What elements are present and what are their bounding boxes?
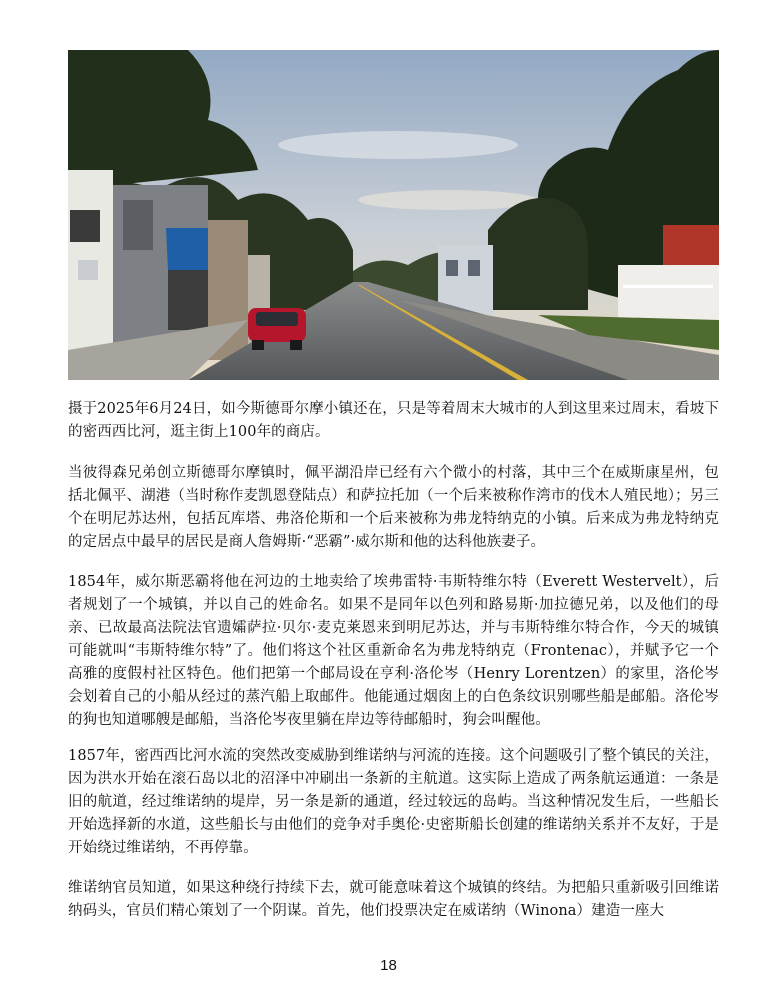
paragraph-founding: 当彼得森兄弟创立斯德哥尔摩镇时，佩平湖沿岸已经有六个微小的村落，其中三个在威斯康星州，包括北佩平、湖港（当时称作麦凯恩登陆点）和萨拉托加（一个后来被称作湾市的伐木人殖民地）；另三个在明尼苏达州，包括瓦库塔、弗洛伦斯和一个后来被称为弗龙特纳克的小镇。后来成为弗龙特纳克的定居点中最早的居民是商人詹姆斯·“恶霸”·威尔斯和他的达科他族妻子。 (68, 465, 719, 550)
paragraph-winona-plan: 维诺纳官员知道，如果这种绕行持续下去，就可能意味着这个城镇的终结。为把船只重新吸引回维诺纳码头，官员们精心策划了一个阴谋。首先，他们投票决定在威诺纳（Winona）建造一座大 (68, 880, 719, 919)
paragraph-river-change: 1857年，密西西比河水流的突然改变威胁到维诺纳与河流的连接。这个问题吸引了整个镇民的关注，因为洪水开始在滚石岛以北的沼泽中冲刷出一条新的主航道。这实际上造成了两条航运通道：一条是旧的航道，经过维诺纳的堤岸，另一条是新的通道，经过较远的岛屿。当这种情况发生后，一些船长开始选择新的水道，这些船长与由他们的竞争对手奥伦·史密斯船长创建的维诺纳关系并不友好，于是开始绕过维诺纳，不再停靠。 (68, 748, 719, 856)
photo-caption: 摄于2025年6月24日，如今斯德哥尔摩小镇还在，只是等着周末大城市的人到这里来过周末，看坡下的密西西比河，逛主街上100年的商店。 (68, 401, 719, 440)
paragraph-frontenac: 1854年，威尔斯恶霸将他在河边的土地卖给了埃弗雷特·韦斯特维尔特（Everett Westervelt），后者规划了一个城镇，并以自己的姓命名。如果不是同年以色列和路易斯·加拉德兄弟，以及他们的母亲、已故最高法院法官遗孀萨拉·贝尔·麦克莱恩来到明尼苏达，并与韦斯特维尔特合作，今天的城镇可能就叫“韦斯特维尔特”了。他们将这个社区重新命名为弗龙特纳克（Frontenac），并赋予它一个高雅的度假村社区特色。他们把第一个邮局设在亨利·洛伦岑（Henry Lorentzen）的家里，洛伦岑会划着自己的小船从经过的蒸汽船上取邮件。他能通过烟囱上的白色条纹识别哪些船是邮船。洛伦岑的狗也知道哪艘是邮船，当洛伦岑夜里躺在岸边等待邮船时，狗会叫醒他。 (68, 574, 719, 728)
street-photo (68, 50, 719, 380)
page-number: 18 (380, 957, 397, 974)
